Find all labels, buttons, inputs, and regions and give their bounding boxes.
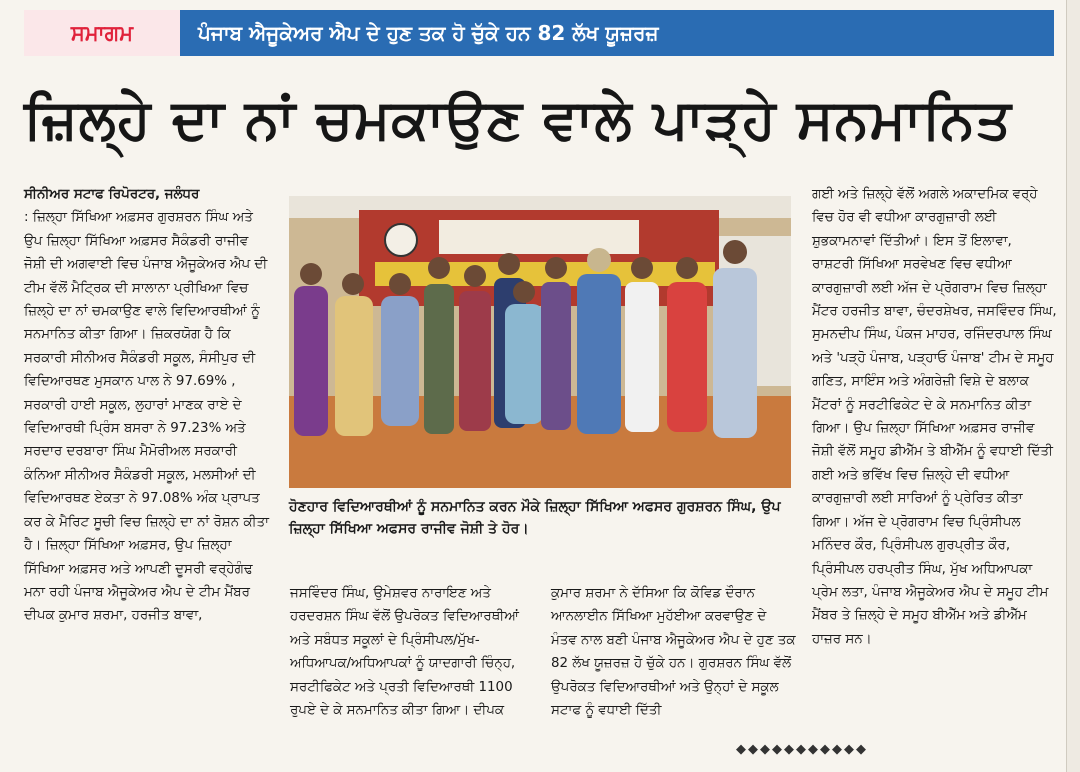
column-1-text: : ਜ਼ਿਲ੍ਹਾ ਸਿੱਖਿਆ ਅਫ਼ਸਰ ਗੁਰਸ਼ਰਨ ਸਿੰਘ ਅਤੇ ਉਪ ਜ਼ਿਲ੍ਹਾ ਸਿੱਖਿਆ ਅਫ਼ਸਰ ਸੈਕੰਡਰੀ ਰਾਜੀਵ ਜੋਸ਼ੀ ਦੀ ਅਗਵਾਈ ਵਿਚ ਪੰਜਾਬ ਐਜੂਕੇਅਰ ਐਪ ਦੀ ਟੀਮ ਵੱਲੋਂ ਮੈਟ੍ਰਿਕ ਦੀ ਸਾਲਾਨਾ ਪ੍ਰੀਖਿਆ ਵਿਚ ਜ਼ਿਲ੍ਹੇ ਦਾ ਨਾਂ ਚਮਕਾਉਣ ਵਾਲੇ ਵਿਦਿਆਰਥੀਆਂ ਨੂੰ ਸਨਮਾਨਿਤ ਕੀਤਾ ਗਿਆ। ਜ਼ਿਕਰਯੋਗ ਹੈ ਕਿ ਸਰਕਾਰੀ ਸੀਨੀਅਰ ਸੈਕੰਡਰੀ ਸਕੂਲ, ਸੰਸੀਪੁਰ ਦੀ ਵਿਦਿਆਰਥਣ ਮੁਸਕਾਨ ਪਾਲ ਨੇ 97.69% , ਸਰਕਾਰੀ ਹਾਈ ਸਕੂਲ, ਲੁਹਾਰਾਂ ਮਾਣਕ ਰਾਏ ਦੇ ਵਿਦਿਆਰਥੀ ਪ੍ਰਿੰਸ ਬਸਰਾ ਨੇ 97.23% ਅਤੇ ਸਰਦਾਰ ਦਰਬਾਰਾ ਸਿੰਘ ਮੈਮੋਰੀਅਲ ਸਰਕਾਰੀ ਕੰਨਿਆ ਸੀਨੀਅਰ ਸੈਕੰਡਰੀ ਸਕੂਲ, ਮਲਸੀਆਂ ਦੀ ਵਿਦਿਆਰਥਣ ਏਕਤਾ ਨੇ 97.08% ਅੰਕ ਪ੍ਰਾਪਤ ਕਰ ਕੇ ਮੈਰਿਟ ਸੂਚੀ ਵਿਚ ਜ਼ਿਲ੍ਹੇ ਦਾ ਨਾਂ ਰੋਸ਼ਨ ਕੀਤਾ ਹੈ। ਜ਼ਿਲ੍ਹਾ ਸਿੱਖਿਆ ਅਫ਼ਸਰ, ਉਪ ਜ਼ਿਲ੍ਹਾ ਸਿੱਖਿਆ ਅਫ਼ਸਰ ਅਤੇ ਆਪਣੀ ਦੂਸਰੀ ਵਰ੍ਹੇਗੰਢ ਮਨਾ ਰਹੀ ਪੰਜਾਬ ਐਜੂਕੇਅਰ ਐਪ ਦੇ ਟੀਮ ਮੈਂਬਰ ਦੀਪਕ ਕੁਮਾਰ ਸ਼ਰਮਾ, ਹਰਜੀਤ ਬਾਵਾ, xyxy=(24,210,269,624)
byline: ਸੀਨੀਅਰ ਸਟਾਫ ਰਿਪੋਰਟਰ, ਜਲੰਧਰ xyxy=(24,187,200,202)
section-banner xyxy=(24,10,1054,56)
article-column-3: ਕੁਮਾਰ ਸ਼ਰਮਾ ਨੇ ਦੱਸਿਆ ਕਿ ਕੋਵਿਡ ਦੌਰਾਨ ਆਨਲਾਈਨ ਸਿੱਖਿਆ ਮੁਹੱਈਆ ਕਰਵਾਉਣ ਦੇ ਮੰਤਵ ਨਾਲ ਬਣੀ ਪੰਜਾਬ ਐਜੂਕੇਅਰ ਐਪ ਦੇ ਹੁਣ ਤਕ 82 ਲੱਖ ਯੂਜ਼ਰਜ਼ ਹੋ ਚੁੱਕੇ ਹਨ। ਗੁਰਸ਼ਰਨ ਸਿੰਘ ਵੱਲੋਂ ਉਪਰੋਕਤ ਵਿਦਿਆਰਥੀਆਂ ਅਤੇ ਉਨ੍ਹਾਂ ਦੇ ਸਕੂਲ ਸਟਾਫ ਨੂੰ ਵਧਾਈ ਦਿੱਤੀ xyxy=(551,586,796,719)
main-headline: ਜ਼ਿਲ੍ਹੇ ਦਾ ਨਾਂ ਚਮਕਾਉਣ ਵਾਲੇ ਪਾੜ੍ਹੇ ਸਨਮਾਨਿਤ xyxy=(24,87,1012,151)
news-photo xyxy=(289,196,791,488)
strap-headline: ਪੰਜਾਬ ਐਜੂਕੇਅਰ ਐਪ ਦੇ ਹੁਣ ਤਕ ਹੋ ਚੁੱਕੇ ਹਨ 82 ਲੱਖ ਯੂਜ਼ਰਜ਼ xyxy=(180,10,1054,56)
article-column-2: ਜਸਵਿੰਦਰ ਸਿੰਘ, ਉਮੇਸ਼ਵਰ ਨਾਰਾਇਣ ਅਤੇ ਹਰਦਰਸ਼ਨ ਸਿੰਘ ਵੱਲੋਂ ਉਪਰੋਕਤ ਵਿਦਿਆਰਥੀਆਂ ਅਤੇ ਸਬੰਧਤ ਸਕੂਲਾਂ ਦੇ ਪ੍ਰਿੰਸੀਪਲ/ਮੁੱਖ-ਅਧਿਆਪਕ/ਅਧਿਆਪਕਾਂ ਨੂੰ ਯਾਦਗਾਰੀ ਚਿੰਨ੍ਹ, ਸਰਟੀਫਿਕੇਟ ਅਤੇ ਪ੍ਰਤੀ ਵਿਦਿਆਰਥੀ 1100 ਰੁਪਏ ਦੇ ਕੇ ਸਨਮਾਨਿਤ ਕੀਤਾ ਗਿਆ। ਦੀਪਕ xyxy=(290,586,519,719)
photo-caption: ਹੋਣਹਾਰ ਵਿਦਿਆਰਥੀਆਂ ਨੂੰ ਸਨਮਾਨਿਤ ਕਰਨ ਮੌਕੇ ਜ਼ਿਲ੍ਹਾ ਸਿੱਖਿਆ ਅਫਸਰ ਗੁਰਸ਼ਰਨ ਸਿੰਘ, ਉਪ ਜ਼ਿਲ੍ਹਾ ਸਿੱਖਿਆ ਅਫਸਰ ਰਾਜੀਵ ਜੋਸ਼ੀ ਤੇ ਹੋਰ। xyxy=(289,499,781,537)
article-column-4: ਗਈ ਅਤੇ ਜ਼ਿਲ੍ਹੇ ਵੱਲੋਂ ਅਗਲੇ ਅਕਾਦਮਿਕ ਵਰ੍ਹੇ ਵਿਚ ਹੋਰ ਵੀ ਵਧੀਆ ਕਾਰਗੁਜ਼ਾਰੀ ਲਈ ਸ਼ੁਭਕਾਮਨਾਵਾਂ ਦਿੱਤੀਆਂ। ਇਸ ਤੋਂ ਇਲਾਵਾ, ਰਾਸ਼ਟਰੀ ਸਿੱਖਿਆ ਸਰਵੇਖਣ ਵਿਚ ਵਧੀਆ ਕਾਰਗੁਜ਼ਾਰੀ ਲਈ ਅੱਜ ਦੇ ਪ੍ਰੋਗਰਾਮ ਵਿਚ ਜ਼ਿਲ੍ਹਾ ਮੈਂਟਰ ਹਰਜੀਤ ਬਾਵਾ, ਚੰਦਰਸ਼ੇਖਰ, ਜਸਵਿੰਦਰ ਸਿੰਘ, ਸੁਮਨਦੀਪ ਸਿੰਘ, ਪੰਕਜ ਮਾਹਰ, ਰਜਿੰਦਰਪਾਲ ਸਿੰਘ ਅਤੇ 'ਪੜ੍ਹੋ ਪੰਜਾਬ, ਪੜ੍ਹਾਓ ਪੰਜਾਬ' ਟੀਮ ਦੇ ਸਮੂਹ ਗਣਿਤ, ਸਾਇੰਸ ਅਤੇ ਅੰਗਰੇਜ਼ੀ ਵਿਸ਼ੇ ਦੇ ਬਲਾਕ ਮੈਂਟਰਾਂ ਨੂੰ ਸਰਟੀਫਿਕੇਟ ਦੇ ਕੇ ਸਨਮਾਨਿਤ ਕੀਤਾ ਗਿਆ। ਉਪ ਜ਼ਿਲ੍ਹਾ ਸਿੱਖਿਆ ਅਫ਼ਸਰ ਰਾਜੀਵ ਜੋਸ਼ੀ ਵੱਲੋਂ ਸਮੂਹ ਡੀਐੱਮ ਤੇ ਬੀਐੱਮ ਨੂੰ ਵਧਾਈ ਦਿੱਤੀ ਗਈ ਅਤੇ ਭਵਿੱਖ ਵਿਚ ਜ਼ਿਲ੍ਹੇ ਦੀ ਵਧੀਆ ਕਾਰਗੁਜ਼ਾਰੀ ਲਈ ਸਾਰਿਆਂ ਨੂੰ ਪ੍ਰੇਰਿਤ ਕੀਤਾ ਗਿਆ। ਅੱਜ ਦੇ ਪ੍ਰੋਗਰਾਮ ਵਿਚ ਪ੍ਰਿੰਸੀਪਲ ਮਨਿੰਦਰ ਕੌਰ, ਪ੍ਰਿੰਸੀਪਲ ਗੁਰਪ੍ਰੀਤ ਕੌਰ, ਪ੍ਰਿੰਸੀਪਲ ਹਰਪ੍ਰੀਤ ਸਿੰਘ, ਮੁੱਖ ਅਧਿਆਪਕਾ ਪ੍ਰੇਮ ਲਤਾ, ਪੰਜਾਬ ਐਜੂਕੇਅਰ ਐਪ ਦੇ ਸਮੂਹ ਟੀਮ ਮੈਂਬਰ ਤੇ ਜ਼ਿਲ੍ਹੇ ਦੇ ਸਮੂਹ ਬੀਐੱਮ ਅਤੇ ਡੀਐੱਮ ਹਾਜ਼ਰ ਸਨ। xyxy=(812,187,1057,647)
end-ornament: ◆◆◆◆◆◆◆◆◆◆◆ xyxy=(736,742,868,757)
group-photo-illustration xyxy=(289,196,791,488)
adjacent-page-edge xyxy=(1066,0,1080,772)
section-tag: ਸਮਾਗਮ xyxy=(24,10,180,56)
article-column-1 xyxy=(24,183,271,628)
